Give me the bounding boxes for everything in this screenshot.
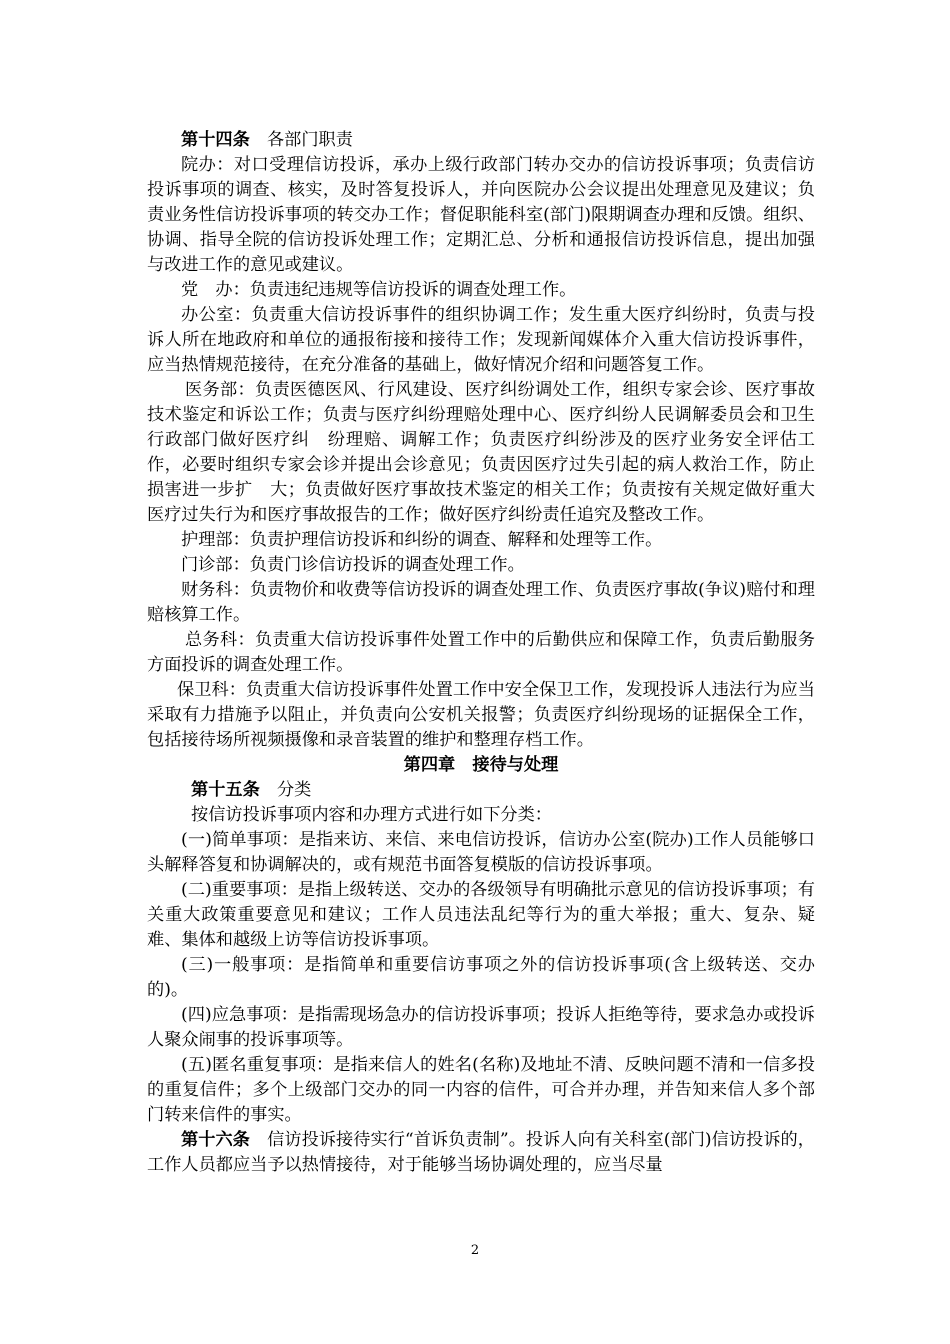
duty-caiwuke: 财务科：负责物价和收费等信访投诉的调查处理工作、负责医疗事故(争议)赔付和理赔核算工作。	[147, 580, 815, 625]
article-14-title: 各部门职责	[266, 130, 353, 150]
page-number: 2	[470, 1243, 480, 1258]
duty-zongwuke: 总务科：负责重大信访投诉事件处置工作中的后勤供应和保障工作，负责后勤服务方面投诉的调查处理工作。	[147, 630, 815, 675]
article-16	[147, 1128, 815, 1178]
article-14-heading	[147, 128, 815, 153]
duty-bangongshi: 办公室：负责重大信访投诉事件的组织协调工作；发生重大医疗纠纷时，负责与投诉人所在地政府和单位的通报衔接和接待工作；发现新闻媒体介入重大信访投诉事件，应当热情规范接待，在充分准备的基础上，做好情况介绍和问题答复工作。	[147, 305, 815, 375]
article-16-text: 信访投诉接待实行“首诉负责制”。投诉人向有关科室(部门)信访投诉的，工作人员都应当予以热情接待，对于能够当场协调处理的，应当尽量	[147, 1130, 815, 1175]
article-15-title: 分类	[276, 780, 312, 800]
article-16-label: 第十六条	[181, 1130, 250, 1150]
duty-yiwubu: 医务部：负责医德医风、行风建设、医疗纠纷调处工作，组织专家会诊、医疗事故技术鉴定和诉讼工作；负责与医疗纠纷理赔处理中心、医疗纠纷人民调解委员会和卫生行政部门做好医疗纠 纷理赔、调解工作；负责医疗纠纷涉及的医疗业务安全评估工作，必要时组织专家会诊并提出会诊意见；负责因医疗过失引起的病人救治工作，防止损害进一步扩 大；负责做好医疗事故技术鉴定的相关工作；负责按有关规定做好重大医疗过失行为和医疗事故报告的工作；做好医疗纠纷责任追究及整改工作。	[147, 380, 815, 525]
category-important: (二)重要事项：是指上级转送、交办的各级领导有明确批示意见的信访投诉事项；有关重大政策重要意见和建议；工作人员违法乱纪等行为的重大举报；重大、复杂、疑难、集体和越级上访等信访投诉事项。	[147, 880, 815, 950]
duty-menzhenbu: 门诊部：负责门诊信访投诉的调查处理工作。	[181, 555, 525, 575]
category-general: (三)一般事项：是指简单和重要信访事项之外的信访投诉事项(含上级转送、交办的)。	[147, 955, 815, 1000]
article-15-intro: 按信访投诉事项内容和办理方式进行如下分类：	[191, 805, 552, 825]
category-emergency: (四)应急事项：是指需现场急办的信访投诉事项；投诉人拒绝等待，要求急办或投诉人聚众闹事的投诉事项等。	[147, 1005, 815, 1050]
duty-hulibu: 护理部：负责护理信访投诉和纠纷的调查、解释和处理等工作。	[181, 530, 663, 550]
category-simple: (一)简单事项：是指来访、来信、来电信访投诉，信访办公室(院办)工作人员能够口头解释答复和协调解决的，或有规范书面答复模版的信访投诉事项。	[147, 830, 815, 875]
duty-yuanban: 院办：对口受理信访投诉，承办上级行政部门转办交办的信访投诉事项；负责信访投诉事项的调查、核实，及时答复投诉人，并向医院办公会议提出处理意见及建议；负责业务性信访投诉事项的转交办工作；督促职能科室(部门)限期调查办理和反馈。组织、协调、指导全院的信访投诉处理工作；定期汇总、分析和通报信访投诉信息，提出加强与改进工作的意见或建议。	[147, 155, 815, 275]
article-15-label: 第十五条	[191, 780, 260, 800]
document-body	[147, 128, 815, 1178]
category-anonymous: (五)匿名重复事项：是指来信人的姓名(名称)及地址不清、反映问题不清和一信多投的重复信件；多个上级部门交办的同一内容的信件，可合并办理，并告知来信人多个部门转来信件的事实。	[147, 1055, 815, 1125]
chapter-4-title: 第四章 接待与处理	[403, 755, 559, 775]
article-15-heading	[147, 778, 815, 803]
duty-dangban: 党 办：负责违纪违规等信访投诉的调查处理工作。	[181, 280, 577, 300]
duty-baoweike: 保卫科：负责重大信访投诉事件处置工作中安全保卫工作，发现投诉人违法行为应当采取有力措施予以阻止，并负责向公安机关报警；负责医疗纠纷现场的证据保全工作，包括接待场所视频摄像和录音装置的维护和整理存档工作。	[147, 680, 815, 750]
article-14-label: 第十四条	[181, 130, 250, 150]
